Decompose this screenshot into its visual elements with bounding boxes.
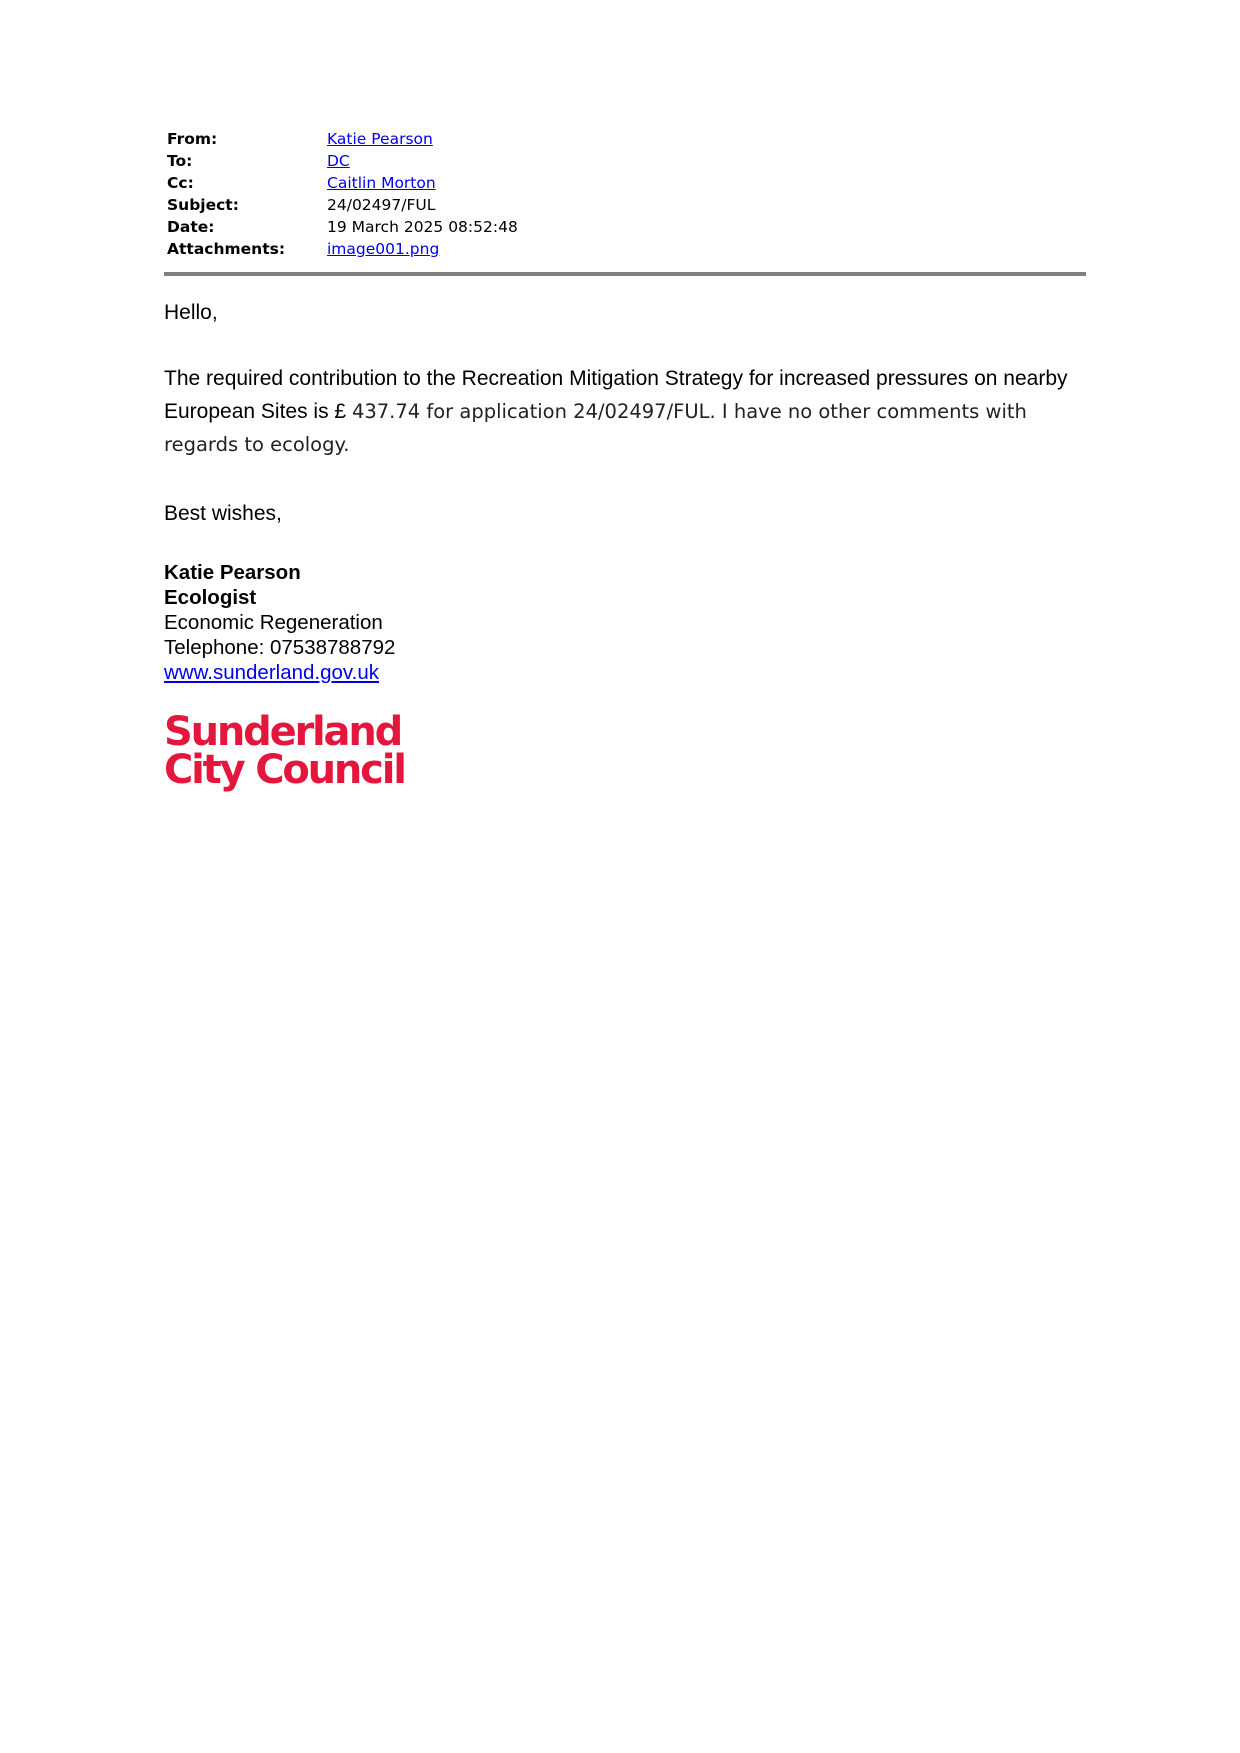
from-label: From: xyxy=(167,130,218,148)
signature-block xyxy=(164,560,1086,685)
header-row-to xyxy=(167,150,518,172)
cc-link[interactable]: Caitlin Morton xyxy=(327,174,436,192)
header-row-subject xyxy=(167,194,518,216)
header-row-from xyxy=(167,128,518,150)
signature-department: Economic Regeneration xyxy=(164,611,383,634)
paragraph-part-1: The required contribution to the Recreation Mitigation Strategy for increased pressures on nearby European Sites is £ xyxy=(164,367,1068,423)
attachment-link[interactable]: image001.png xyxy=(327,240,440,258)
body-paragraph xyxy=(164,362,1086,461)
email-page xyxy=(164,128,1086,793)
from-link[interactable]: Katie Pearson xyxy=(327,130,433,148)
email-header xyxy=(167,128,518,260)
cc-label: Cc: xyxy=(167,174,194,192)
header-divider xyxy=(164,272,1086,276)
to-link[interactable]: DC xyxy=(327,152,350,170)
date-label: Date: xyxy=(167,218,215,236)
signature-telephone: Telephone: 07538788792 xyxy=(164,636,396,659)
header-row-cc xyxy=(167,172,518,194)
sunderland-city-council-logo xyxy=(164,709,1086,793)
closing: Best wishes, xyxy=(164,502,282,525)
header-row-date xyxy=(167,216,518,238)
logo-line-1: Sunderland xyxy=(164,709,402,755)
logo-line-2: City Council xyxy=(164,747,405,793)
to-label: To: xyxy=(167,152,193,170)
website-link[interactable]: www.sunderland.gov.uk xyxy=(164,661,379,684)
subject-value: 24/02497/FUL xyxy=(327,196,436,214)
greeting: Hello, xyxy=(164,301,218,324)
signature-role: Ecologist xyxy=(164,586,257,609)
subject-label: Subject: xyxy=(167,196,239,214)
attachments-label: Attachments: xyxy=(167,240,286,258)
paragraph-part-2: 437.74 for application 24/02497/FUL. I have no other comments with regards to ecology. xyxy=(164,400,1027,456)
header-row-attachments xyxy=(167,238,518,260)
date-value: 19 March 2025 08:52:48 xyxy=(327,218,518,236)
signature-name: Katie Pearson xyxy=(164,561,301,584)
